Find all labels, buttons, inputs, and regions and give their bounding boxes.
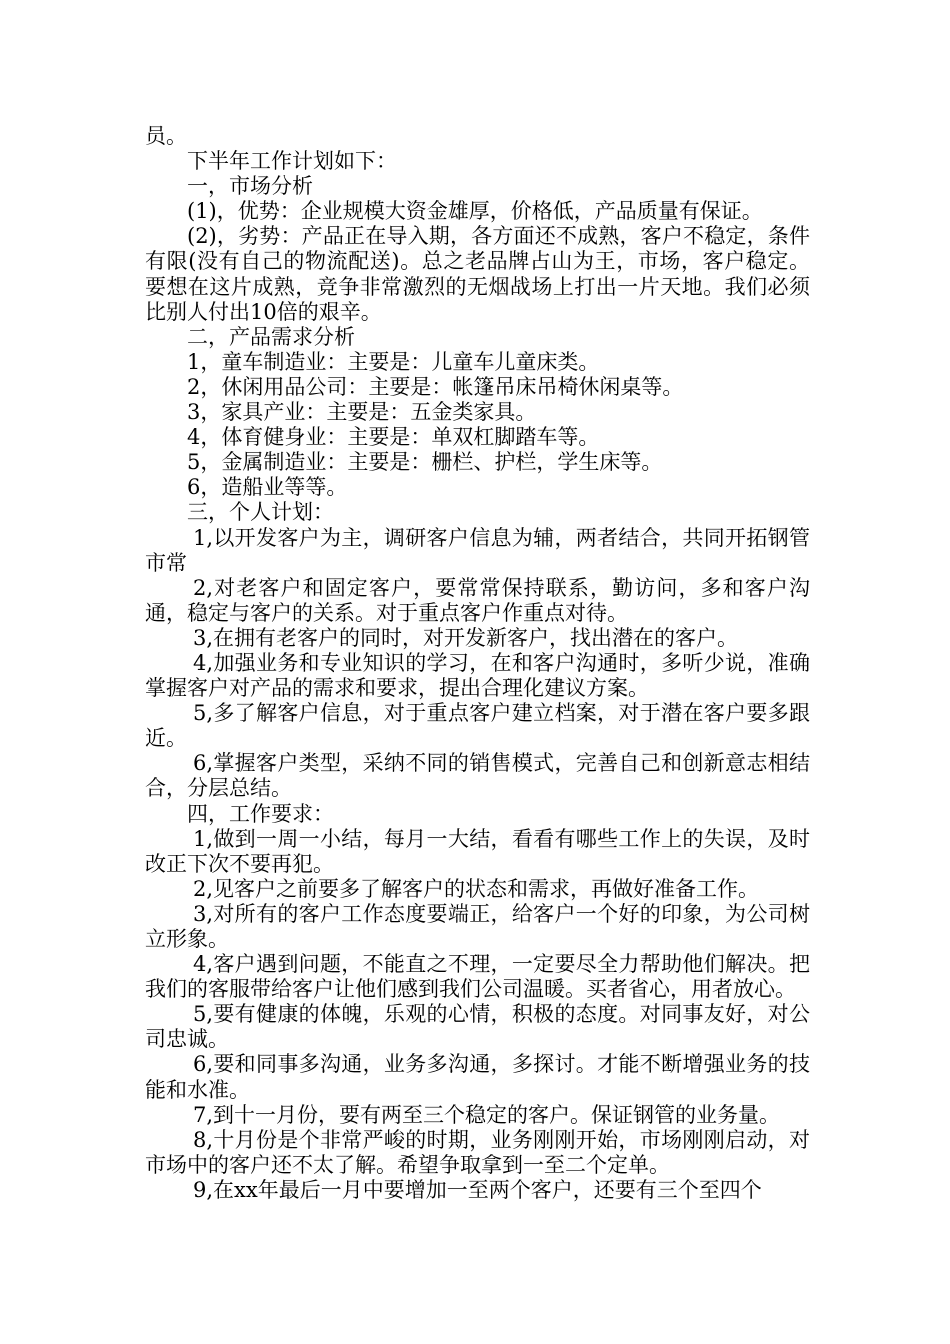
list-item: 4，体育健身业：主要是：单双杠脚踏车等。 <box>187 425 600 450</box>
section-heading: 一，市场分析 <box>187 174 313 199</box>
list-item: 7,到十一月份，要有两至三个稳定的客户。保证钢管的业务量。 <box>193 1102 781 1127</box>
paragraph: (1)，优势：企业规模大资金雄厚，价格低，产品质量有保证。 <box>187 199 763 224</box>
paragraph: (2)，劣势：产品正在导入期，各方面还不成熟，客户不稳定，条件有限(没有自己的物流配送)。总之老品牌占山为王，市场，客户稳定。要想在这片成熟，竞争非常激烈的无烟战场上打出一片天地。我们必须比别人付出10倍的艰辛。 <box>145 224 810 324</box>
list-item: 1,做到一周一小结，每月一大结，看看有哪些工作上的失误，及时改正下次不要再犯。 <box>145 826 810 876</box>
paragraph: 下半年工作计划如下： <box>187 149 397 174</box>
section-heading: 三，个人计划： <box>187 500 334 525</box>
list-item: 4,加强业务和专业知识的学习，在和客户沟通时，多听少说，准确掌握客户对产品的需求和要求，提出合理化建议方案。 <box>145 650 810 701</box>
list-item: 6,掌握客户类型，采纳不同的销售模式，完善自己和创新意志相结合，分层总结。 <box>145 751 810 801</box>
list-item: 3,对所有的客户工作态度要端正，给客户一个好的印象，为公司树立形象。 <box>145 901 810 951</box>
list-item: 1,以开发客户为主，调研客户信息为辅，两者结合，共同开拓钢管市常 <box>145 525 810 575</box>
list-item: 5，金属制造业：主要是：栅栏、护栏，学生床等。 <box>187 450 663 475</box>
document-page <box>145 124 810 1203</box>
list-item: 6,要和同事多沟通，业务多沟通，多探讨。才能不断增强业务的技能和水准。 <box>145 1052 810 1102</box>
list-item: 5,要有健康的体魄，乐观的心情，积极的态度。对同事友好，对公司忠诚。 <box>145 1002 810 1052</box>
list-item: 5,多了解客户信息，对于重点客户建立档案，对于潜在客户要多跟近。 <box>145 701 810 751</box>
list-item: 3,在拥有老客户的同时，对开发新客户，找出潜在的客户。 <box>193 625 739 650</box>
list-item: 1，童车制造业：主要是：儿童车儿童床类。 <box>187 349 600 374</box>
list-item: 2,见客户之前要多了解客户的状态和需求，再做好准备工作。 <box>193 876 760 901</box>
list-item: 6，造船业等等。 <box>187 475 348 500</box>
section-heading: 四，工作要求： <box>187 801 334 826</box>
list-item: 8,十月份是个非常严峻的时期，业务刚刚开始，市场刚刚启动，对市场中的客户还不太了解。希望争取拿到一至二个定单。 <box>145 1127 810 1177</box>
list-item: 9,在xx年最后一月中要增加一至两个客户，还要有三个至四个 <box>193 1177 762 1202</box>
list-item: 2,对老客户和固定客户，要常常保持联系，勤访问，多和客户沟通，稳定与客户的关系。对于重点客户作重点对待。 <box>145 575 810 625</box>
list-item: 4,客户遇到问题，不能直之不理，一定要尽全力帮助他们解决。把我们的客服带给客户让他们感到我们公司温暖。买者省心，用者放心。 <box>145 952 810 1002</box>
list-item: 2，休闲用品公司：主要是：帐篷吊床吊椅休闲桌等。 <box>187 374 684 399</box>
list-item: 3，家具产业：主要是：五金类家具。 <box>187 400 537 425</box>
section-heading: 二，产品需求分析 <box>187 324 355 349</box>
paragraph: 员。 <box>145 124 187 148</box>
